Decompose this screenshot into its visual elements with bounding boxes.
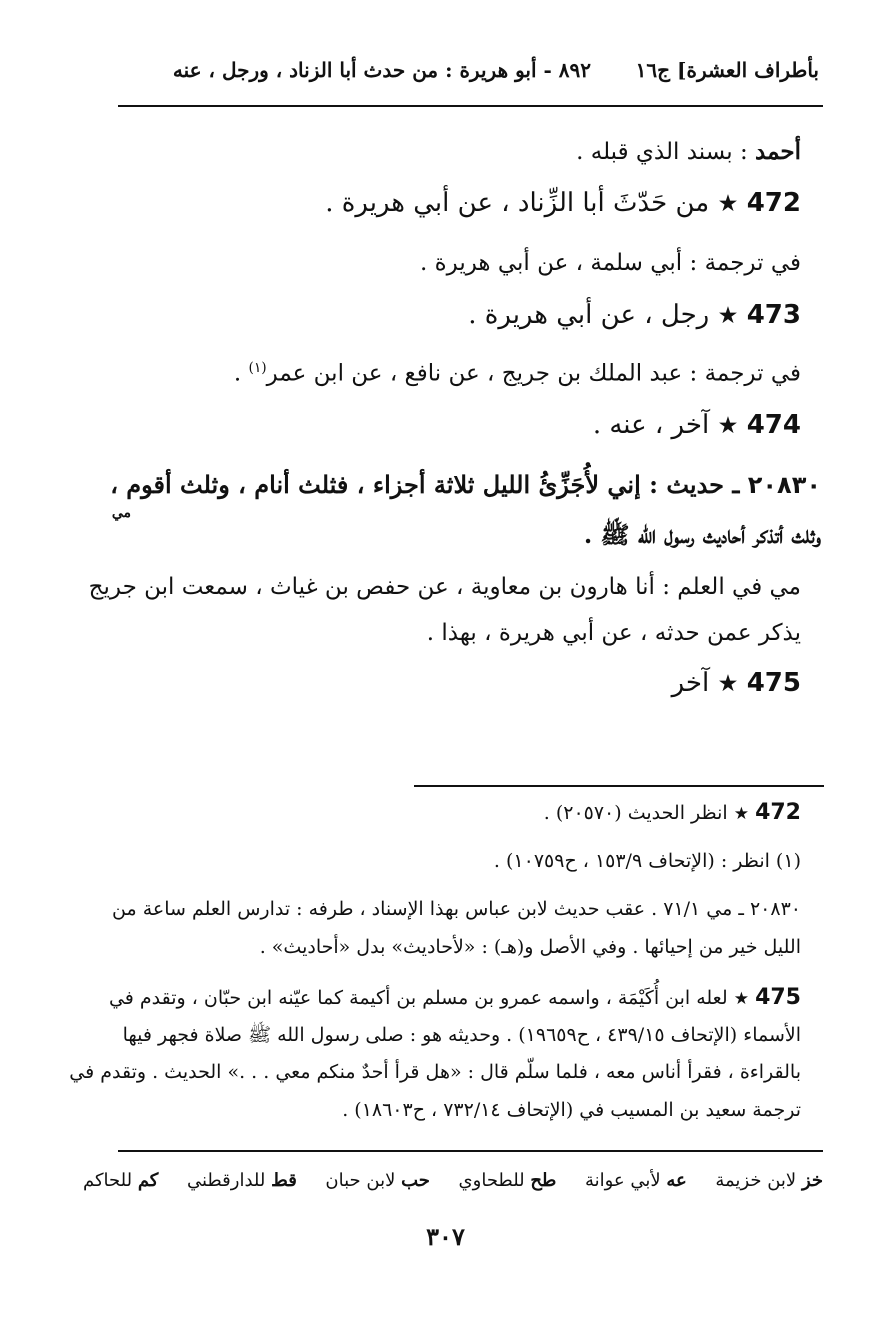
- entry-text: آخر ، عنه .: [592, 410, 718, 440]
- star-icon: ★: [717, 189, 739, 217]
- abbr-item: حب لابن حبان: [325, 1170, 430, 1191]
- running-header-title: ٨٩٢ - أبو هريرة : من حدث أبا الزناد ، ورجل ، عنه: [172, 58, 591, 82]
- footnote-text: لعله ابن أُكَيْمَة ، واسمه عمرو بن مسلم بن أكيمة كما عيّنه ابن حبّان ، وتقدم في: [108, 987, 734, 1009]
- entry-text: آخر: [671, 668, 718, 698]
- footnote-475-line-1: [109, 985, 801, 1010]
- footnote-475-line-3: بالقراءة ، فقرأ أناس معه ، فلما سلّم قال : «هل قرأ أحدٌ منكم معي . . .» الحديث . وتقدم في: [69, 1061, 801, 1083]
- footnote-text: انظر الحديث (٢٠٥٧٠) .: [543, 802, 734, 824]
- star-icon: ★: [733, 989, 750, 1009]
- star-icon: ★: [717, 669, 739, 697]
- hadith-number: ٢٠٨٣٠: [747, 471, 821, 499]
- hadith-text-1: ـ حديث : إني لأُجَزِّئُ الليل ثلاثة أجزاء ، فثلث أنام ، وثلث أقوم ،: [110, 470, 748, 499]
- body-line-m2: يذكر عمن حدثه ، عن أبي هريرة ، بهذا .: [426, 620, 801, 646]
- body-line-m1: مي في العلم : أنا هارون بن معاوية ، عن حفص بن غياث ، سمعت ابن جريج: [88, 574, 801, 600]
- footnote-20830-line-1: ٢٠٨٣٠ ـ مي ٧١/١ . عقب حديث لابن عباس بهذا الإسناد ، طرفه : تدارس العلم ساعة من: [112, 898, 801, 920]
- abbr-item: قط للدارقطني: [186, 1170, 297, 1191]
- star-icon: ★: [717, 411, 739, 439]
- footnote-1: (١) انظر : (الإتحاف ١٥٣/٩ ، ح١٠٧٥٩) .: [493, 850, 801, 872]
- footnote-number: 475: [755, 985, 801, 1010]
- narrator-label: أحمد: [755, 138, 801, 165]
- hadith-line-1: [110, 470, 821, 499]
- entry-text: من حَدّثَ أبا الزِّناد ، عن أبي هريرة .: [325, 188, 718, 218]
- abbr-item: طح للطحاوي: [458, 1170, 557, 1191]
- hadith-sigla: مي: [111, 505, 131, 521]
- entry-473: [468, 300, 801, 330]
- entry-number: 474: [746, 410, 801, 440]
- body-line-1-text: : بسند الذي قبله .: [576, 139, 756, 165]
- entry-472: [325, 188, 801, 218]
- footnote-ref: (١): [248, 360, 267, 376]
- star-icon: ★: [733, 804, 750, 824]
- running-header-right: بأطراف العشرة] ج١٦: [635, 58, 819, 82]
- footnote-20830-line-2: الليل خير من إحيائها . وفي الأصل و(هـ) : «لأحاديث» بدل «أحاديث» .: [259, 936, 801, 958]
- body-line-3: في ترجمة : أبي سلمة ، عن أبي هريرة .: [419, 250, 801, 276]
- body-line-1: [576, 138, 801, 165]
- entry-text: رجل ، عن أبي هريرة .: [468, 300, 718, 330]
- footnote-475-line-4: ترجمة سعيد بن المسيب في (الإتحاف ٧٣٢/١٤ ، ح١٨٦٠٣) .: [342, 1099, 801, 1121]
- hadith-line-2: وثلث أتذكر أحاديث رسول الله ﷺ .: [583, 520, 821, 549]
- abbr-item: عه لأبي عوانة: [584, 1170, 687, 1191]
- entry-number: 475: [746, 668, 801, 698]
- abbreviation-key: [83, 1170, 823, 1191]
- footnote-rule: [414, 785, 824, 787]
- entry-475: [672, 668, 801, 698]
- header-rule: [118, 105, 823, 107]
- entry-number: 472: [746, 188, 801, 218]
- body-line-5: [234, 360, 801, 387]
- page-number: ٣٠٧: [426, 1222, 465, 1251]
- abbr-item: خز لابن خزيمة: [715, 1170, 823, 1191]
- abbreviations-rule: [118, 1150, 823, 1152]
- body-line-5-end: .: [233, 360, 249, 387]
- footnote-number: 472: [755, 800, 801, 825]
- body-line-5-text: في ترجمة : عبد الملك بن جريج ، عن نافع ، عن ابن عمر: [266, 360, 801, 387]
- footnote-472: [544, 800, 801, 825]
- entry-474: [593, 410, 801, 440]
- abbr-item: كم للحاكم: [82, 1170, 159, 1191]
- entry-number: 473: [746, 300, 801, 330]
- footnote-475-line-2: الأسماء (الإتحاف ٤٣٩/١٥ ، ح١٩٦٥٩) . وحديثه هو : صلى رسول الله ﷺ صلاة فجهر فيها: [122, 1024, 801, 1046]
- star-icon: ★: [717, 301, 739, 329]
